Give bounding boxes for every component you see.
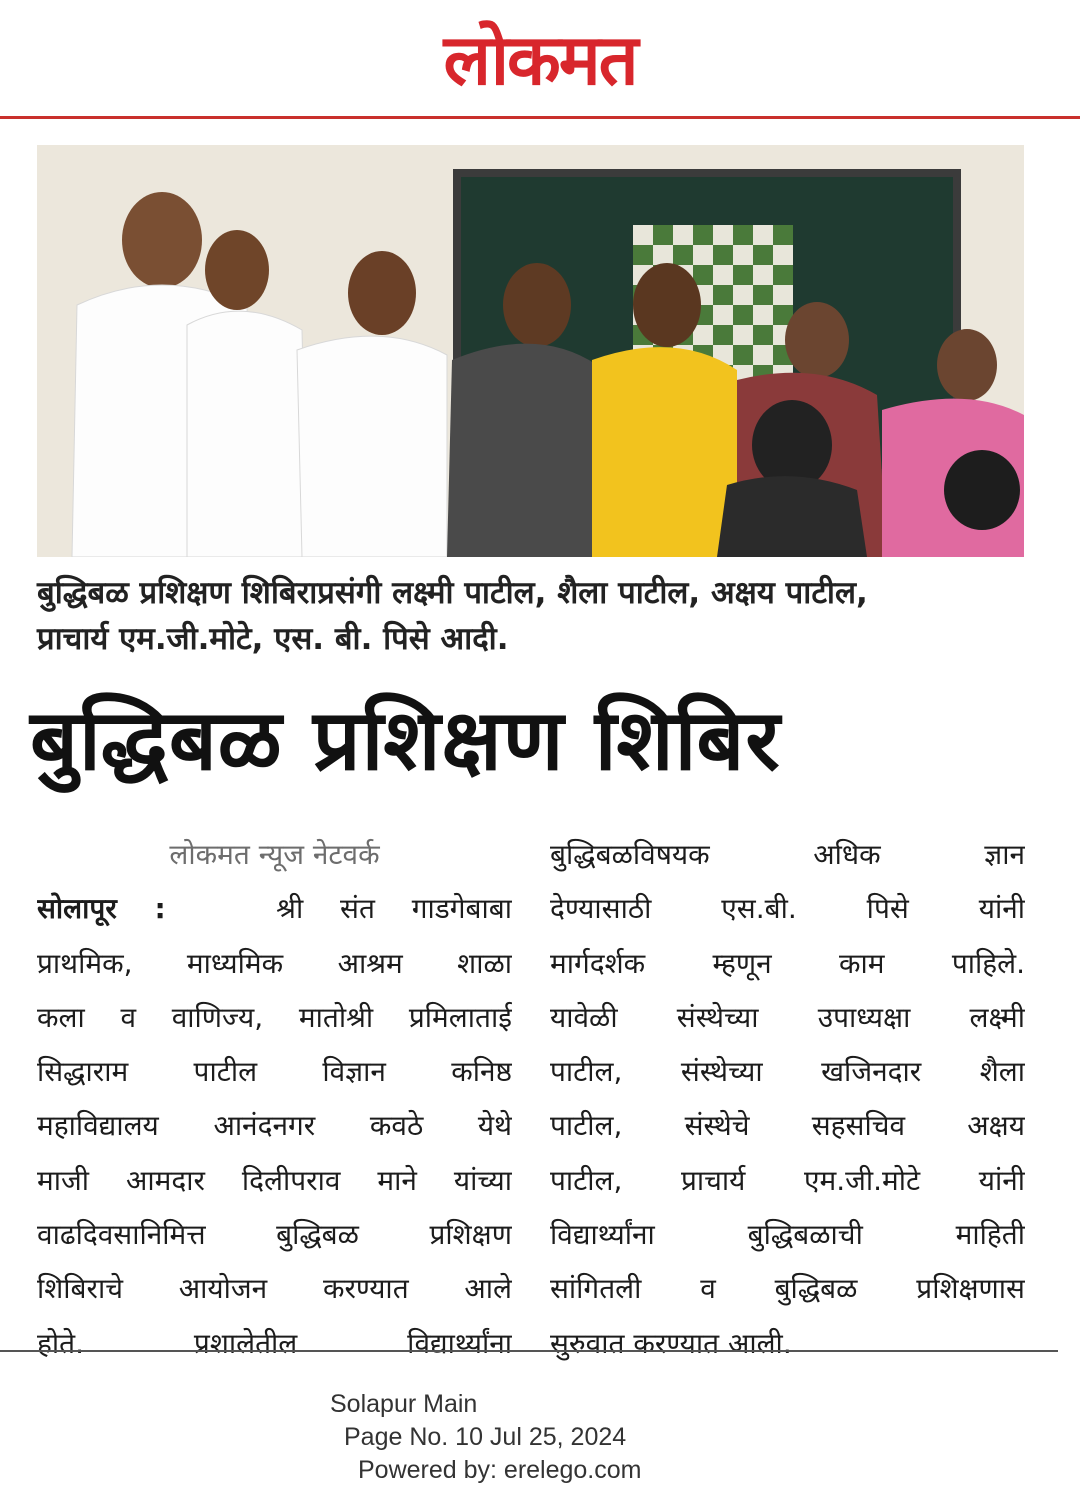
newspaper-logo: लोकमत xyxy=(443,19,637,101)
article-headline: बुद्धिबळ प्रशिक्षण शिबिर xyxy=(30,691,781,789)
text-line: बुद्धिबळविषयक अधिक ज्ञान xyxy=(550,838,1025,871)
text-line: सुरुवात करण्यात आली. xyxy=(550,1326,792,1360)
text-line: शिबिराचे आयोजन करण्यात आले xyxy=(37,1272,512,1306)
text-line: श्री संत गाडगेबाबा xyxy=(276,892,512,926)
text-line: महाविद्यालय आनंदनगर कवठे येथे xyxy=(37,1109,512,1143)
text-line: वाढदिवसानिमित्त बुद्धिबळ प्रशिक्षण xyxy=(37,1218,512,1252)
text-line: पाटील, संस्थेचे सहसचिव अक्षय xyxy=(550,1109,1025,1143)
text-line: प्राथमिक, माध्यमिक आश्रम शाळा xyxy=(37,946,512,980)
dateline: सोलापूर : xyxy=(37,892,166,926)
text-line: सांगितली व बुद्धिबळ प्रशिक्षणास xyxy=(550,1272,1025,1306)
text-line: माजी आमदार दिलीपराव माने यांच्या xyxy=(37,1163,512,1197)
text-line: विद्यार्थ्यांना बुद्धिबळाची माहिती xyxy=(550,1218,1025,1252)
caption-line-1: बुद्धिबळ प्रशिक्षण शिबिराप्रसंगी लक्ष्मी पाटील, शैला पाटील, अक्षय पाटील, xyxy=(37,575,868,611)
text-line: पाटील, संस्थेच्या खजिनदार शैला xyxy=(550,1055,1025,1089)
byline: लोकमत न्यूज नेटवर्क xyxy=(169,838,380,871)
photo-illustration xyxy=(37,145,1024,557)
news-photo xyxy=(37,145,1024,557)
page-and-date: Page No. 10 Jul 25, 2024 xyxy=(344,1423,627,1451)
footer xyxy=(330,1388,641,1487)
text-line: यावेळी संस्थेच्या उपाध्यक्षा लक्ष्मी xyxy=(550,1000,1025,1034)
text-line: होते. प्रशालेतील विद्यार्थ्यांना xyxy=(37,1326,512,1360)
photo-caption xyxy=(37,570,1027,662)
text-line: देण्यासाठी एस.बी. पिसे यांनी xyxy=(550,892,1025,926)
caption-line-2: प्राचार्य एम.जी.मोटे, एस. बी. पिसे आदी. xyxy=(37,621,509,657)
text-line: कला व वाणिज्य, मातोश्री प्रमिलाताई xyxy=(37,1000,512,1034)
text-line: सिद्धाराम पाटील विज्ञान कनिष्ठ xyxy=(37,1055,512,1089)
text-line: मार्गदर्शक म्हणून काम पाहिले. xyxy=(550,946,1025,980)
article-column-right xyxy=(550,828,1025,1371)
edition-name: Solapur Main xyxy=(330,1390,478,1418)
footer-divider xyxy=(0,1350,1058,1352)
text-line: पाटील, प्राचार्य एम.जी.मोटे यांनी xyxy=(550,1163,1025,1197)
article-column-left xyxy=(37,828,512,1371)
powered-by: Powered by: erelego.com xyxy=(358,1456,642,1484)
first-line xyxy=(37,882,512,936)
masthead xyxy=(0,0,1080,119)
